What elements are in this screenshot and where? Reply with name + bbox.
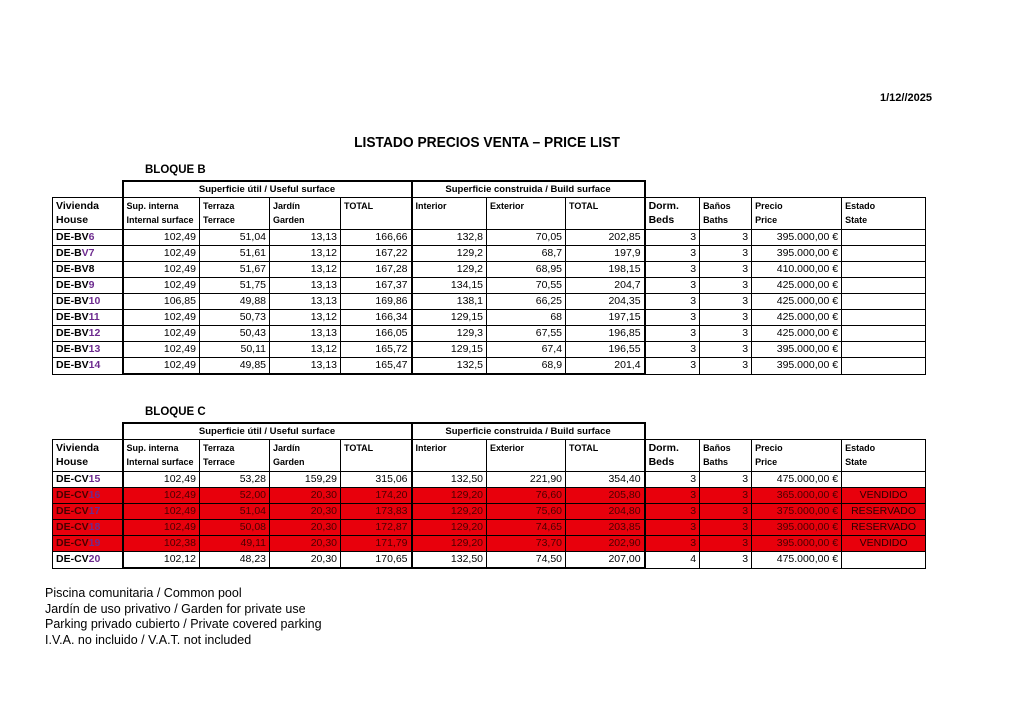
- cell-total-useful: 170,65: [341, 552, 412, 569]
- col-header-exterior: Exterior: [487, 440, 566, 472]
- cell-internal-surface: 102,38: [123, 536, 200, 552]
- cell-price: 395.000,00 €: [752, 358, 842, 375]
- cell-baths: 3: [700, 310, 752, 326]
- col-header-total-useful: TOTAL: [341, 198, 412, 230]
- cell-garden: 13,13: [270, 278, 341, 294]
- cell-baths: 3: [700, 488, 752, 504]
- cell-baths: 3: [700, 246, 752, 262]
- cell-interior: 129,20: [412, 488, 487, 504]
- cell-beds: 3: [645, 326, 700, 342]
- cell-beds: 3: [645, 358, 700, 375]
- cell-total-useful: 167,22: [341, 246, 412, 262]
- cell-total-build: 207,00: [566, 552, 645, 569]
- col-header-house: Vivienda House: [53, 198, 123, 230]
- cell-terrace: 51,04: [200, 504, 270, 520]
- cell-garden: 20,30: [270, 488, 341, 504]
- col-header-price: Precio Price: [752, 440, 842, 472]
- cell-exterior: 68: [487, 310, 566, 326]
- cell-total-build: 197,9: [566, 246, 645, 262]
- cell-state: [842, 472, 926, 488]
- cell-baths: 3: [700, 536, 752, 552]
- cell-garden: 13,12: [270, 310, 341, 326]
- cell-beds: 3: [645, 520, 700, 536]
- cell-garden: 20,30: [270, 536, 341, 552]
- cell-exterior: 66,25: [487, 294, 566, 310]
- cell-state: [842, 230, 926, 246]
- cell-terrace: 48,23: [200, 552, 270, 569]
- cell-price: 425.000,00 €: [752, 294, 842, 310]
- col-header-total-build: TOTAL: [566, 440, 645, 472]
- cell-price: 425.000,00 €: [752, 278, 842, 294]
- cell-total-useful: 172,87: [341, 520, 412, 536]
- cell-beds: 3: [645, 294, 700, 310]
- cell-total-useful: 167,37: [341, 278, 412, 294]
- table-row: [53, 536, 926, 552]
- table-row: [53, 294, 926, 310]
- cell-baths: 3: [700, 326, 752, 342]
- cell-garden: 13,13: [270, 230, 341, 246]
- cell-exterior: 74,65: [487, 520, 566, 536]
- cell-baths: 3: [700, 520, 752, 536]
- unit-code: DE-CV20: [53, 552, 123, 569]
- cell-exterior: 68,95: [487, 262, 566, 278]
- cell-internal-surface: 102,49: [123, 326, 200, 342]
- cell-total-useful: 166,05: [341, 326, 412, 342]
- cell-total-useful: 166,66: [341, 230, 412, 246]
- cell-interior: 132,5: [412, 358, 487, 375]
- cell-beds: 3: [645, 230, 700, 246]
- page-title: LISTADO PRECIOS VENTA – PRICE LIST: [354, 134, 620, 151]
- cell-exterior: 74,50: [487, 552, 566, 569]
- cell-total-build: 197,15: [566, 310, 645, 326]
- cell-terrace: 51,75: [200, 278, 270, 294]
- col-header-terrace: Terraza Terrace: [200, 440, 270, 472]
- cell-state: [842, 552, 926, 569]
- note-item: I.V.A. no incluido / V.A.T. not included: [45, 632, 252, 647]
- cell-baths: 3: [700, 262, 752, 278]
- cell-total-useful: 169,86: [341, 294, 412, 310]
- col-header-internal-surface: Sup. interna Internal surface: [123, 198, 200, 230]
- cell-beds: 3: [645, 278, 700, 294]
- cell-price: 425.000,00 €: [752, 326, 842, 342]
- cell-interior: 134,15: [412, 278, 487, 294]
- unit-code: DE-BV10: [53, 294, 123, 310]
- table-row: [53, 326, 926, 342]
- cell-terrace: 49,85: [200, 358, 270, 375]
- cell-price: 475.000,00 €: [752, 472, 842, 488]
- cell-beds: 4: [645, 552, 700, 569]
- cell-terrace: 50,73: [200, 310, 270, 326]
- cell-terrace: 53,28: [200, 472, 270, 488]
- cell-total-build: 196,55: [566, 342, 645, 358]
- table-row: [53, 230, 926, 246]
- unit-code: DE-BV12: [53, 326, 123, 342]
- unit-code: DE-BV8: [53, 262, 123, 278]
- cell-state: [842, 342, 926, 358]
- cell-internal-surface: 102,49: [123, 472, 200, 488]
- cell-total-build: 204,35: [566, 294, 645, 310]
- cell-total-useful: 173,83: [341, 504, 412, 520]
- col-header-state: Estado State: [842, 198, 926, 230]
- cell-total-useful: 171,79: [341, 536, 412, 552]
- table-row: [53, 552, 926, 569]
- col-header-exterior: Exterior: [487, 198, 566, 230]
- cell-interior: 132,50: [412, 552, 487, 569]
- cell-price: 375.000,00 €: [752, 504, 842, 520]
- cell-total-build: 203,85: [566, 520, 645, 536]
- table-row: [53, 472, 926, 488]
- cell-beds: 3: [645, 310, 700, 326]
- col-header-beds: Dorm. Beds: [645, 440, 700, 472]
- cell-exterior: 68,7: [487, 246, 566, 262]
- cell-terrace: 50,08: [200, 520, 270, 536]
- price-table-c: [52, 422, 926, 569]
- block-c-title: BLOQUE C: [145, 406, 206, 418]
- col-header-total-useful: TOTAL: [341, 440, 412, 472]
- notes-list: [45, 586, 322, 648]
- cell-baths: 3: [700, 472, 752, 488]
- cell-total-build: 196,85: [566, 326, 645, 342]
- cell-terrace: 51,67: [200, 262, 270, 278]
- cell-internal-surface: 102,49: [123, 342, 200, 358]
- cell-garden: 13,12: [270, 262, 341, 278]
- cell-garden: 13,13: [270, 358, 341, 375]
- col-header-state: Estado State: [842, 440, 926, 472]
- useful-surface-header: Superficie útil / Useful surface: [123, 181, 412, 198]
- note-item: Parking privado cubierto / Private covered parking: [45, 617, 322, 631]
- col-header-total-build: TOTAL: [566, 198, 645, 230]
- cell-total-useful: 165,47: [341, 358, 412, 375]
- cell-internal-surface: 102,49: [123, 262, 200, 278]
- cell-exterior: 68,9: [487, 358, 566, 375]
- build-surface-header: Superficie construida / Build surface: [412, 423, 645, 440]
- cell-state: [842, 294, 926, 310]
- cell-interior: 129,3: [412, 326, 487, 342]
- cell-internal-surface: 102,49: [123, 310, 200, 326]
- cell-beds: 3: [645, 488, 700, 504]
- cell-exterior: 67,4: [487, 342, 566, 358]
- cell-terrace: 52,00: [200, 488, 270, 504]
- cell-price: 425.000,00 €: [752, 310, 842, 326]
- unit-code: DE-CV18: [53, 520, 123, 536]
- cell-total-useful: 174,20: [341, 488, 412, 504]
- col-header-house: Vivienda House: [53, 440, 123, 472]
- cell-state: [842, 246, 926, 262]
- unit-code: DE-BV11: [53, 310, 123, 326]
- cell-exterior: 73,70: [487, 536, 566, 552]
- cell-price: 395.000,00 €: [752, 536, 842, 552]
- unit-code: DE-BV7: [53, 246, 123, 262]
- cell-garden: 13,13: [270, 294, 341, 310]
- cell-total-build: 202,85: [566, 230, 645, 246]
- cell-price: 395.000,00 €: [752, 520, 842, 536]
- unit-code: DE-BV14: [53, 358, 123, 375]
- cell-internal-surface: 106,85: [123, 294, 200, 310]
- unit-code: DE-BV13: [53, 342, 123, 358]
- cell-internal-surface: 102,49: [123, 246, 200, 262]
- table-row: [53, 278, 926, 294]
- cell-price: 395.000,00 €: [752, 342, 842, 358]
- cell-total-useful: 315,06: [341, 472, 412, 488]
- cell-price: 395.000,00 €: [752, 246, 842, 262]
- col-header-garden: Jardín Garden: [270, 198, 341, 230]
- table-row: [53, 310, 926, 326]
- cell-interior: 129,15: [412, 310, 487, 326]
- cell-state: RESERVADO: [842, 504, 926, 520]
- cell-exterior: 67,55: [487, 326, 566, 342]
- cell-total-build: 198,15: [566, 262, 645, 278]
- cell-interior: 138,1: [412, 294, 487, 310]
- unit-code: DE-BV6: [53, 230, 123, 246]
- unit-code: DE-CV16: [53, 488, 123, 504]
- col-header-terrace: Terraza Terrace: [200, 198, 270, 230]
- cell-state: [842, 278, 926, 294]
- cell-exterior: 75,60: [487, 504, 566, 520]
- cell-internal-surface: 102,49: [123, 488, 200, 504]
- cell-baths: 3: [700, 504, 752, 520]
- col-header-baths: Baños Baths: [700, 198, 752, 230]
- unit-code: DE-CV19: [53, 536, 123, 552]
- table-row: [53, 262, 926, 278]
- cell-beds: 3: [645, 246, 700, 262]
- cell-interior: 129,15: [412, 342, 487, 358]
- cell-total-build: 205,80: [566, 488, 645, 504]
- cell-terrace: 51,04: [200, 230, 270, 246]
- unit-code: DE-CV15: [53, 472, 123, 488]
- cell-garden: 13,13: [270, 326, 341, 342]
- cell-baths: 3: [700, 294, 752, 310]
- cell-beds: 3: [645, 342, 700, 358]
- col-header-price: Precio Price: [752, 198, 842, 230]
- cell-internal-surface: 102,12: [123, 552, 200, 569]
- cell-beds: 3: [645, 504, 700, 520]
- table-row: [53, 504, 926, 520]
- cell-baths: 3: [700, 278, 752, 294]
- cell-total-build: 202,90: [566, 536, 645, 552]
- table-row: [53, 488, 926, 504]
- cell-terrace: 49,88: [200, 294, 270, 310]
- cell-interior: 129,20: [412, 504, 487, 520]
- cell-total-build: 201,4: [566, 358, 645, 375]
- cell-state: [842, 262, 926, 278]
- cell-internal-surface: 102,49: [123, 520, 200, 536]
- cell-exterior: 70,55: [487, 278, 566, 294]
- cell-state: VENDIDO: [842, 536, 926, 552]
- cell-interior: 129,20: [412, 520, 487, 536]
- cell-garden: 20,30: [270, 504, 341, 520]
- cell-state: [842, 326, 926, 342]
- cell-garden: 13,12: [270, 342, 341, 358]
- table-row: [53, 358, 926, 375]
- table-row: [53, 520, 926, 536]
- col-header-beds: Dorm. Beds: [645, 198, 700, 230]
- cell-price: 365.000,00 €: [752, 488, 842, 504]
- note-item: Piscina comunitaria / Common pool: [45, 586, 242, 600]
- cell-garden: 159,29: [270, 472, 341, 488]
- col-header-baths: Baños Baths: [700, 440, 752, 472]
- cell-total-useful: 167,28: [341, 262, 412, 278]
- cell-exterior: 70,05: [487, 230, 566, 246]
- cell-interior: 132,8: [412, 230, 487, 246]
- cell-price: 410.000,00 €: [752, 262, 842, 278]
- cell-baths: 3: [700, 230, 752, 246]
- col-header-garden: Jardín Garden: [270, 440, 341, 472]
- cell-baths: 3: [700, 552, 752, 569]
- cell-terrace: 50,43: [200, 326, 270, 342]
- cell-terrace: 50,11: [200, 342, 270, 358]
- cell-state: [842, 310, 926, 326]
- cell-total-useful: 166,34: [341, 310, 412, 326]
- unit-code: DE-BV9: [53, 278, 123, 294]
- cell-garden: 20,30: [270, 552, 341, 569]
- cell-garden: 13,12: [270, 246, 341, 262]
- cell-state: [842, 358, 926, 375]
- price-table-b: [52, 180, 926, 375]
- cell-garden: 20,30: [270, 520, 341, 536]
- cell-beds: 3: [645, 472, 700, 488]
- cell-state: RESERVADO: [842, 520, 926, 536]
- cell-price: 475.000,00 €: [752, 552, 842, 569]
- cell-internal-surface: 102,49: [123, 358, 200, 375]
- document-date: 1/12//2025: [880, 92, 932, 104]
- cell-beds: 3: [645, 262, 700, 278]
- cell-total-build: 204,80: [566, 504, 645, 520]
- col-header-internal-surface: Sup. interna Internal surface: [123, 440, 200, 472]
- note-item: Jardín de uso privativo / Garden for private use: [45, 601, 306, 616]
- cell-interior: 129,20: [412, 536, 487, 552]
- unit-code: DE-CV17: [53, 504, 123, 520]
- cell-terrace: 51,61: [200, 246, 270, 262]
- cell-interior: 129,2: [412, 246, 487, 262]
- cell-internal-surface: 102,49: [123, 278, 200, 294]
- cell-internal-surface: 102,49: [123, 230, 200, 246]
- cell-total-useful: 165,72: [341, 342, 412, 358]
- cell-total-build: 204,7: [566, 278, 645, 294]
- table-row: [53, 342, 926, 358]
- cell-exterior: 221,90: [487, 472, 566, 488]
- table-row: [53, 246, 926, 262]
- cell-price: 395.000,00 €: [752, 230, 842, 246]
- cell-state: VENDIDO: [842, 488, 926, 504]
- block-b-title: BLOQUE B: [145, 164, 206, 176]
- cell-baths: 3: [700, 358, 752, 375]
- cell-baths: 3: [700, 342, 752, 358]
- col-header-interior: Interior: [412, 440, 487, 472]
- cell-beds: 3: [645, 536, 700, 552]
- cell-total-build: 354,40: [566, 472, 645, 488]
- build-surface-header: Superficie construida / Build surface: [412, 181, 645, 198]
- useful-surface-header: Superficie útil / Useful surface: [123, 423, 412, 440]
- cell-interior: 132,50: [412, 472, 487, 488]
- cell-exterior: 76,60: [487, 488, 566, 504]
- col-header-interior: Interior: [412, 198, 487, 230]
- cell-internal-surface: 102,49: [123, 504, 200, 520]
- cell-terrace: 49,11: [200, 536, 270, 552]
- cell-interior: 129,2: [412, 262, 487, 278]
